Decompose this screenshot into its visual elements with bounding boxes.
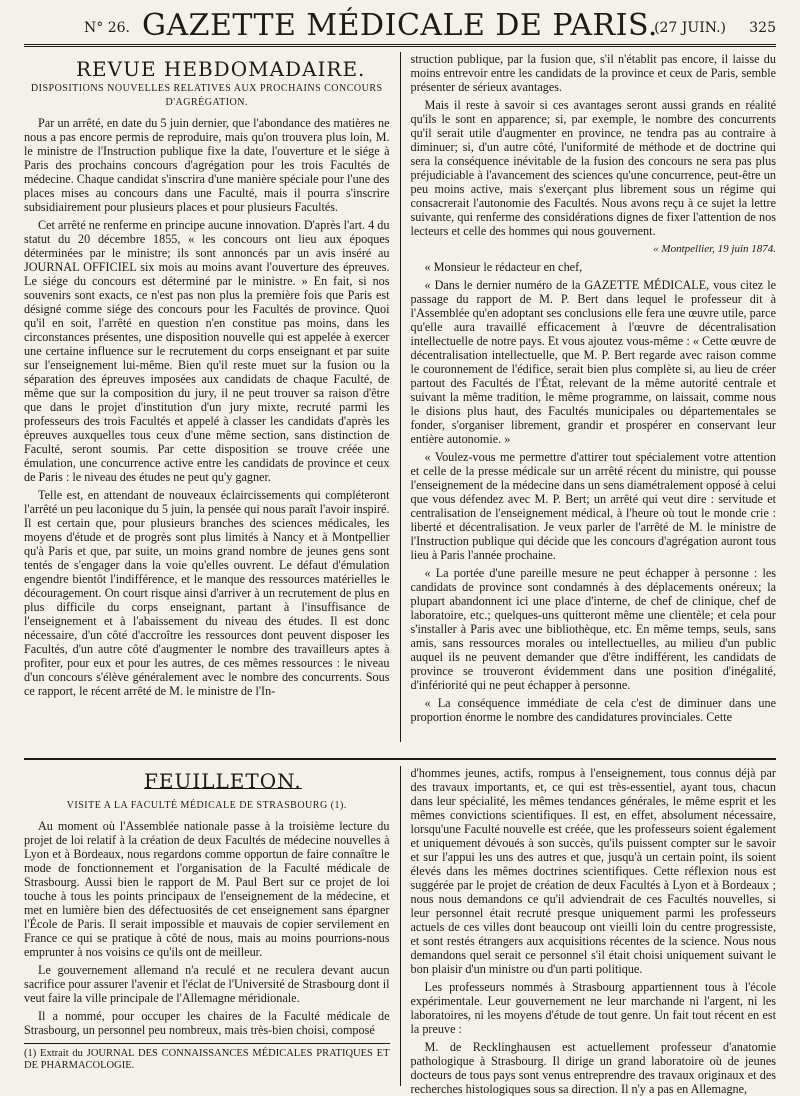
feuilleton-right-column [400, 766, 777, 1096]
letter-paragraph: « Voulez-vous me permettre d'attirer tout spécialement votre attention et celle de la presse médicale sur un arrêté récent du ministre, qui pousse l'enseignement de la médecine dans un sens diamétralement opposé à celui que vous défendez avec M. P. Bert; un arrêté qui veut dire : servitude et centralisation de l'enseignement médical, à l'heure où tout le monde crie : liberté et décentralisation. Je veux parler de l'arrêté de M. le ministre de l'Instruction publique qui décide que les concours d'agrégation auront tous lieu à Paris l'année prochaine. [410, 450, 776, 562]
paragraph: Par un arrêté, en date du 5 juin dernier, que l'abondance des matières ne nous a pas encore permis de reproduire, mais qu'on trouvera plus loin, M. le ministre de l'Instruction publique fixe la date, l'ouverture et le siége à Paris des prochains concours d'agrégation pour les trois Facultés de médecine. Chaque candidat s'inscrira d'une manière spéciale pour l'une des places mises au concours dans une Faculté, mais il pourra s'inscrire subsidiairement pour plusieurs places et pour plusieurs Facultés. [24, 116, 390, 214]
paragraph: struction publique, par la fusion que, s'il n'établit pas encore, il laisse du moins entrevoir entre les candidats de la province et ceux de Paris, semble présenter de sérieux avantages. [410, 52, 776, 94]
newspaper-title: GAZETTE MÉDICALE DE PARIS. [142, 8, 658, 43]
paragraph: Au moment où l'Assemblée nationale passe à la troisième lecture du projet de loi relatif à la création de deux Facultés de médecine nouvelles à Lyon et à Bordeaux, nous regardons comme opportun de faire connaître le mode de fonctionnement et l'organisation de la Faculté médicale de Strasbourg. Aussi bien le rapport de M. Paul Bert sur ce projet de loi touche à tous les points principaux de l'enseignement de la médecine, et met en lumière bien des défectuosités de cet enseignement sans épargner l'École de Paris. Il serait impossible et mauvais de copier servilement en France ce qui se pratique à côté de nous, mais au moins pourrions-nous emprunter à nos voisins ce qu'ils ont de meilleur. [24, 819, 390, 959]
feuilleton-left-column [24, 766, 400, 1086]
revue-subhead: DISPOSITIONS NOUVELLES RELATIVES AUX PROCHAINS CONCOURS D'AGRÉGATION. [30, 83, 383, 108]
revue-section [24, 52, 776, 742]
issue-number: N° 26. [84, 20, 130, 36]
paragraph: Mais il reste à savoir si ces avantages seront aussi grands en réalité qu'ils le sont en apparence; si, par exemple, le nombre des concurrents qu'il serait utile d'augmenter en province, ne tendra pas au contraire à diminuer; si, d'un autre côté, l'uniformité de méthode et de doctrine qui sera la conséquence inévitable de la fusion des concours ne sera pas plus préjudiciable à l'avancement des sciences qu'une concurrence, peut-être un peu moins active, mais s'exerçant plus librement sous un régime qui consacrerait l'autonomie des Facultés. Nous avons reçu à ce sujet la lettre suivante, qui renferme des considérations dignes de fixer l'attention de nos lecteurs et celle des hommes qui nous gouvernent. [410, 98, 776, 238]
letter-paragraph: « La portée d'une pareille mesure ne peut échapper à personne : les candidats de province sont condamnés à des déplacements onéreux; la plupart abandonnent ici une place d'interne, de chef de clinique, chef de laboratoire, etc.; quelques-uns quitteront même une clientèle; et cela pour s'installer à Paris avec une bibliothèque, etc. En même temps, seuls, sans amis, sans ressources morales ou intellectuelles, au milieu d'un public auquel ils ne peuvent demander que d'être indifférent, les candidats de province se trouveront évidemment dans une position d'inégalité, d'infériorité qui ne peut échapper à personne. [410, 566, 776, 692]
revue-left-column [24, 52, 400, 742]
paragraph: Le gouvernement allemand n'a reculé et ne reculera devant aucun sacrifice pour assurer l'avenir et l'éclat de l'Université de Strasbourg dont il veut faire la ville principale de l'Allemagne méridionale. [24, 963, 390, 1005]
feuilleton-title: FEUILLETON. [144, 769, 302, 793]
page-number: 325 [749, 20, 776, 36]
paragraph: M. de Recklinghausen est actuellement professeur d'anatomie pathologique à Strasbourg. Il dirige un grand laboratoire où de jeunes docteurs de tous pays sont venus entreprendre des travaux originaux et des recherches histologiques sous sa direction. Il n'y a pas en Allemagne, [410, 1040, 776, 1096]
feuilleton-subhead: VISITE A LA FACULTÉ MÉDICALE DE STRASBOURG (1). [66, 800, 347, 811]
letter-paragraph: « La conséquence immédiate de cela c'est de diminuer dans une proportion énorme le nombre des candidatures provinciales. Cette [410, 696, 776, 724]
paragraph: Les professeurs nommés à Strasbourg appartiennent tous à l'école expérimentale. Leur gouvernement ne leur marchande ni l'argent, ni les laboratoires, ni les moyens d'étude de tout genre. Un fait tout récent en est la preuve : [410, 980, 776, 1036]
paragraph: Cet arrêté ne renferme en principe aucune innovation. D'après l'art. 4 du statut du 20 décembre 1855, « les concours ont lieu aux époques déterminées par le ministre; ils sont annoncés par un avis inséré au JOURNAL OFFICIEL six mois au moins avant l'ouverture des épreuves. Le siége du concours est déterminé par le ministre. » En fait, si nos souvenirs sont exacts, ce n'est pas non plus la première fois que Paris est désigné comme siége des concours pour les Facultés de province. Quoi qu'il en soit, l'arrêté en question n'en constitue pas moins, dans les circonstances présentes, une disposition nouvelle qui est appelée à exercer une certaine influence sur le recrutement du corps enseignant et par suite sur l'enseignement lui-même. Bien qu'il reste muet sur la fusion ou la séparation des épreuves imposées aux candidats de chaque Faculté, de même que sur la composition du jury, il ne peut trouver sa raison d'être que dans le projet d'institution d'un jury mixte, recruté parmi les professeurs des trois Facultés et appelé à classer les candidats d'après les épreuves auxquelles tous ceux d'une même section, sans distinction de Faculté, seront soumis. Par cette disposition se trouve créée une émulation, une concurrence active entre les candidats de province et ceux de Paris : le niveau des études ne peut qu'y gagner. [24, 218, 390, 484]
masthead [24, 6, 776, 47]
letter-paragraph: « Monsieur le rédacteur en chef, [424, 260, 583, 274]
footnote: (1) Extrait du JOURNAL DES CONNAISSANCES MÉDICALES PRATIQUES ET DE PHARMACOLOGIE. [24, 1043, 390, 1072]
paragraph: d'hommes jeunes, actifs, rompus à l'enseignement, tous connus déjà par des travaux importants, et, ce qui est très-essentiel, ayant tous, chacun dans leur spécialité, les mêmes tendances générales, le même esprit et les mêmes convictions scientifiques. Il est, en effet, absolument nécessaire, lorsqu'une Faculté nouvelle est créée, que les professeurs soient également et uniquement dévoués à son succès, qu'ils puissent compter sur le savoir et sur l'appui les uns des autres et que, jusqu'à un certain point, ils soient élevés dans les mêmes doctrines scientifiques. Cette réflexion nous est suggérée par le projet de création de deux Facultés à Lyon et à Bordeaux ; nous nous demandons ce qu'il adviendrait de ces Facultés nouvelles, si leur personnel était recruté presque uniquement parmi les professeurs actuels de ces villes dont beaucoup ont vieilli loin du centre progressiste, et sont restés étrangers aux acquisitions récentes de la science. Nous nous demandons quel serait ce personnel s'il était choisi uniquement suivant le bon plaisir d'un ministre ou d'un parti politique. [410, 766, 776, 976]
paragraph: Il a nommé, pour occuper les chaires de la Faculté médicale de Strasbourg, un personnel peu nombreux, mais très-bien choisi, composé [24, 1009, 390, 1037]
letter-dateline: « Montpellier, 19 juin 1874. [653, 243, 776, 255]
revue-right-column [400, 52, 777, 742]
issue-date: (27 JUIN.) [654, 20, 726, 36]
feuilleton-section [24, 758, 776, 1096]
letter-paragraph: « Dans le dernier numéro de la GAZETTE MÉDICALE, vous citez le passage du rapport de M. P. Bert dans lequel le professeur dit à l'Assemblée qu'en adoptant ses conclusions elle fera une œuvre utile, parce qu'elle aura travaillé efficacement à l'œuvre de décentralisation intellectuelle de notre pays. Et vous ajoutez vous-même : « Cette œuvre de décentralisation intellectuelle, que M. P. Bert regarde avec raison comme le couronnement de l'édifice, serait bien plus complète si, au lieu de créer partout des Facultés de l'État, relevant de la même autorité centrale et suivant la même tradition, le même programme, on laissait, comme nous le disions plus haut, des Facultés municipales ou départementales se fonder, s'organiser librement, grandir et prospérer en conservant leur entière autonomie. » [410, 278, 776, 446]
revue-title: REVUE HEBDOMADAIRE. [76, 57, 366, 81]
paragraph: Telle est, en attendant de nouveaux éclaircissements qui compléteront l'arrêté un peu laconique du 5 juin, la pensée qui nous paraît l'avoir inspiré. Il est certain que, pour plusieurs branches des sciences médicales, les moyens d'étude et de progrès sont plus limités à Nancy et à Montpellier qu'à Paris et que, par suite, un moins grand nombre de jeunes gens sont tentés de s'engager dans la voie qu'elles ouvrent. Le défaut d'émulation engendre bientôt l'indifférence, et le manque des ressources matérielles le découragement. On court risque ainsi d'arriver à un recrutement de plus en plus difficile du corps enseignant, partant à l'insuffisance de l'enseignement et à l'abaissement du niveau des études. Il est donc nécessaire, d'un côté d'accroître les ressources dont peuvent disposer les Facultés, d'un autre côté d'augmenter le nombre des travailleurs aptes à profiter, pour eux et pour les autres, de ces mêmes ressources : le niveau d'un concours s'élève généralement avec le nombre des concurrents. Sous ce rapport, le récent arrêté de M. le ministre de l'In- [24, 488, 390, 698]
